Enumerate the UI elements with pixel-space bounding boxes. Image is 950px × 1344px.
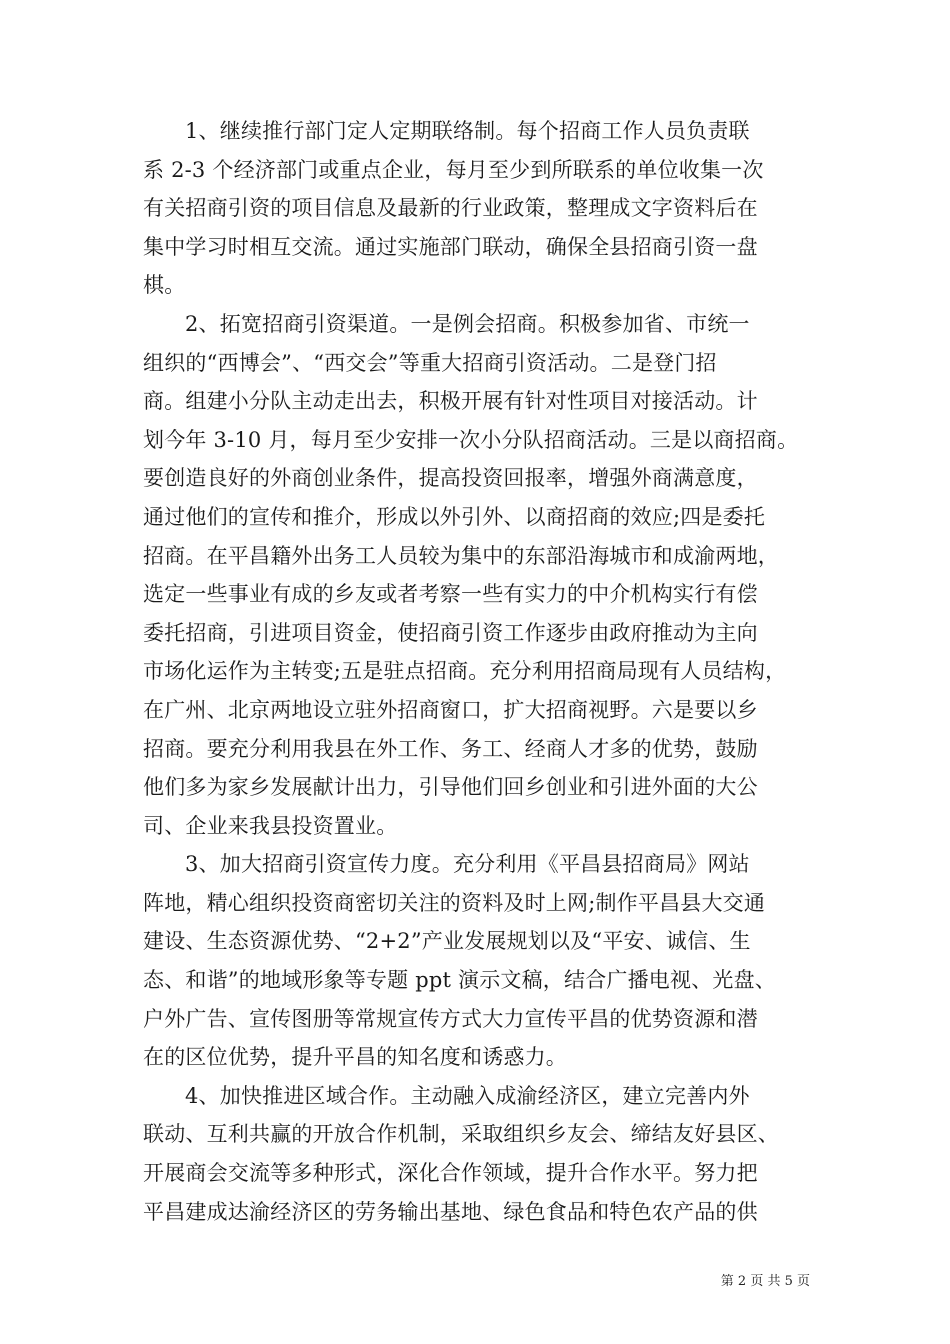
text-line: 商。组建小分队主动走出去，积极开展有针对性项目对接活动。计 — [143, 389, 758, 414]
text-line: 他们多为家乡发展献计出力，引导他们回乡创业和引进外面的大公 — [143, 775, 758, 800]
text-line: 招商。在平昌籍外出务工人员较为集中的东部沿海城市和成渝两地， — [143, 543, 779, 568]
text-line: 委托招商，引进项目资金，使招商引资工作逐步由政府推动为主向 — [143, 620, 758, 645]
paragraph — [143, 305, 808, 845]
text-line: 平昌建成达渝经济区的劳务输出基地、绿色食品和特色农产品的供 — [143, 1199, 758, 1224]
text-line: 棋。 — [143, 273, 186, 298]
text-line: 划今年 3-10 月，每月至少安排一次小分队招商活动。三是以商招商。 — [143, 427, 799, 452]
text-line: 建设、生态资源优势、“2+2”产业发展规划以及“平安、诚信、生 — [143, 929, 751, 954]
text-line: 开展商会交流等多种形式，深化合作领域，提升合作水平。努力把 — [143, 1161, 758, 1186]
text-line: 联动、互利共赢的开放合作机制，采取组织乡友会、缔结友好县区、 — [143, 1122, 779, 1147]
text-line: 司、企业来我县投资置业。 — [143, 813, 398, 838]
text-line: 市场化运作为主转变;五是驻点招商。充分利用招商局现有人员结构， — [143, 659, 787, 684]
paragraph — [143, 112, 808, 305]
text-line: 选定一些事业有成的乡友或者考察一些有实力的中介机构实行有偿 — [143, 582, 758, 607]
body-text — [143, 112, 808, 1231]
text-line: 在的区位优势，提升平昌的知名度和诱惑力。 — [143, 1045, 567, 1070]
text-line: 通过他们的宣传和推介，形成以外引外、以商招商的效应;四是委托 — [143, 504, 766, 529]
text-line: 要创造良好的外商创业条件，提高投资回报率，增强外商满意度， — [143, 466, 758, 491]
text-line: 1、继续推行部门定人定期联络制。每个招商工作人员负责联 — [185, 119, 750, 143]
text-line: 有关招商引资的项目信息及最新的行业政策，整理成文字资料后在 — [143, 196, 758, 221]
text-line: 3、加大招商引资宣传力度。充分利用《平昌县招商局》网站 — [185, 852, 750, 877]
paragraph — [143, 845, 808, 1077]
text-line: 阵地，精心组织投资商密切关注的资料及时上网;制作平昌县大交通 — [143, 890, 766, 915]
text-line: 4、加快推进区域合作。主动融入成渝经济区，建立完善内外 — [185, 1083, 750, 1108]
text-line: 户外广告、宣传图册等常规宣传方式大力宣传平昌的优势资源和潜 — [143, 1006, 758, 1031]
text-line: 集中学习时相互交流。通过实施部门联动，确保全县招商引资一盘 — [143, 234, 758, 259]
text-line: 态、和谐”的地域形象等专题 ppt 演示文稿，结合广播电视、光盘、 — [143, 968, 777, 993]
page-footer: 第 2 页 共 5 页 — [720, 1274, 810, 1289]
paragraph — [143, 1077, 808, 1231]
text-line: 招商。要充分利用我县在外工作、务工、经商人才多的优势，鼓励 — [143, 736, 758, 761]
text-line: 在广州、北京两地设立驻外招商窗口，扩大招商视野。六是要以乡 — [143, 697, 758, 722]
text-line: 2、拓宽招商引资渠道。一是例会招商。积极参加省、市统一 — [185, 311, 750, 336]
text-line: 组织的“西博会”、“西交会”等重大招商引资活动。二是登门招 — [143, 350, 717, 375]
text-line: 系 2-3 个经济部门或重点企业，每月至少到所联系的单位收集一次 — [143, 157, 764, 182]
